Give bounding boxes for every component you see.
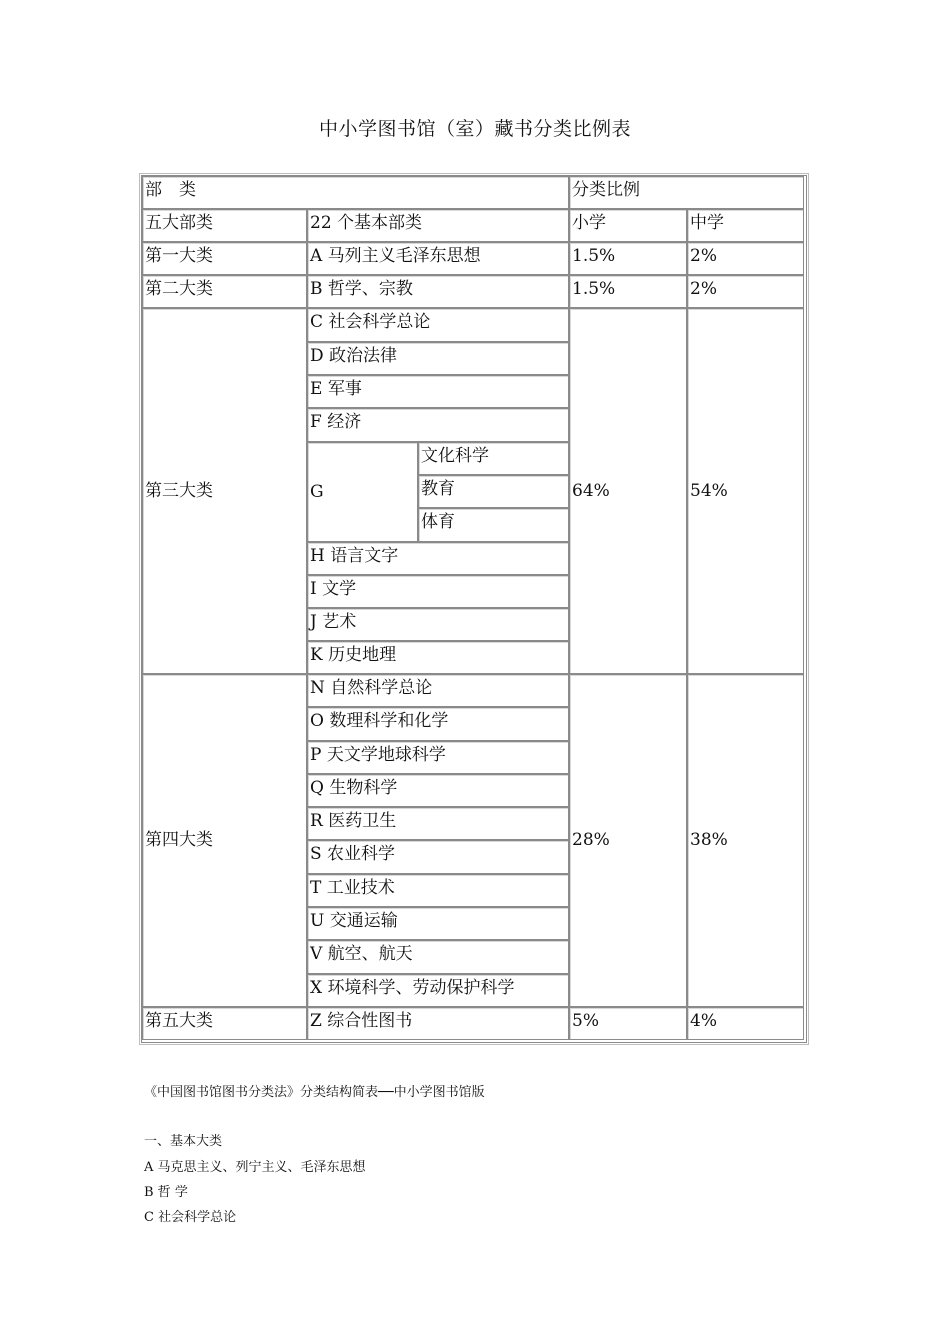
basic-class: R 医药卫生: [307, 807, 569, 840]
header-five: 五大部类: [142, 209, 307, 242]
basic-class: F 经济: [307, 408, 569, 442]
header-basic22: 22 个基本部类: [307, 209, 569, 242]
basic-class: U 交通运输: [307, 907, 569, 940]
sub-class: 文化科学: [418, 442, 569, 475]
class-line: A 马克思主义、列宁主义、毛泽东思想: [144, 1160, 366, 1175]
middle-ratio: 2%: [687, 242, 804, 275]
sub-class: 教育: [418, 475, 569, 508]
primary-ratio: 64%: [569, 308, 687, 674]
group-name: 第四大类: [142, 674, 307, 1007]
basic-class: J 艺术: [307, 608, 569, 641]
header-middle: 中学: [687, 209, 804, 242]
header-primary: 小学: [569, 209, 687, 242]
basic-class: K 历史地理: [307, 641, 569, 674]
middle-ratio: 2%: [687, 275, 804, 308]
caption: 《中国图书馆图书分类法》分类结构简表──中小学图书馆版: [144, 1085, 485, 1100]
basic-class: T 工业技术: [307, 874, 569, 907]
basic-class: A 马列主义毛泽东思想: [307, 242, 569, 275]
basic-class: N 自然科学总论: [307, 674, 569, 707]
primary-ratio: 1.5%: [569, 242, 687, 275]
basic-class: Q 生物科学: [307, 774, 569, 807]
header-ratio: 分类比例: [569, 176, 804, 209]
primary-ratio: 28%: [569, 674, 687, 1007]
basic-class: X 环境科学、劳动保护科学: [307, 974, 569, 1007]
basic-class: G: [307, 442, 418, 542]
group-name: 第五大类: [142, 1007, 307, 1040]
section-heading: 一、基本大类: [144, 1134, 223, 1149]
basic-class: O 数理科学和化学: [307, 707, 569, 741]
class-line: B 哲 学: [144, 1185, 188, 1200]
middle-ratio: 38%: [687, 674, 804, 1007]
primary-ratio: 5%: [569, 1007, 687, 1040]
group-name: 第一大类: [142, 242, 307, 275]
basic-class: P 天文学地球科学: [307, 741, 569, 774]
basic-class: V 航空、航天: [307, 940, 569, 974]
middle-ratio: 4%: [687, 1007, 804, 1040]
basic-class: C 社会科学总论: [307, 308, 569, 342]
group-name: 第三大类: [142, 308, 307, 674]
primary-ratio: 1.5%: [569, 275, 687, 308]
basic-class: H 语言文字: [307, 542, 569, 575]
class-line: C 社会科学总论: [144, 1210, 237, 1225]
basic-class: I 文学: [307, 575, 569, 608]
header-bulei: 部 类: [142, 176, 569, 209]
group-name: 第二大类: [142, 275, 307, 308]
basic-class: Z 综合性图书: [307, 1007, 569, 1040]
basic-class: D 政治法律: [307, 342, 569, 375]
basic-class: E 军事: [307, 375, 569, 408]
page-title: 中小学图书馆（室）藏书分类比例表: [318, 118, 631, 140]
basic-class: B 哲学、宗教: [307, 275, 569, 308]
sub-class: 体育: [418, 508, 569, 542]
basic-class: S 农业科学: [307, 840, 569, 874]
middle-ratio: 54%: [687, 308, 804, 674]
